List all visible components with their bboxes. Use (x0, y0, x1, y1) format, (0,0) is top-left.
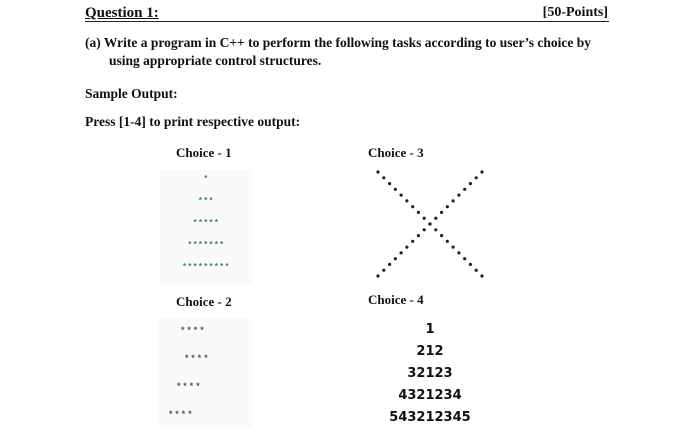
x-dot (388, 263, 391, 266)
x-dot (417, 234, 420, 237)
question-heading (85, 5, 159, 22)
x-dot (480, 274, 483, 277)
pyramid-row: 543212345 (389, 410, 471, 425)
x-dot (457, 194, 460, 197)
x-dot (452, 199, 455, 202)
x-dot (405, 246, 408, 249)
x-dot (376, 274, 379, 277)
triangle-row: ***** (192, 219, 220, 228)
triangle-row: ********* (182, 263, 230, 272)
x-dot (440, 211, 443, 214)
pyramid-row: 32123 (407, 366, 453, 381)
x-dot (475, 269, 478, 272)
x-dot (440, 234, 443, 237)
x-dot (417, 211, 420, 214)
x-dot (446, 205, 449, 208)
choice-1-label: Choice - 1 (176, 145, 232, 160)
part-a-line-1: (a) Write a program in C++ to perform the following tasks according to user’s choice by (85, 35, 591, 50)
choice-4-label: Choice - 4 (368, 292, 424, 307)
x-dot (475, 176, 478, 179)
x-dot (457, 251, 460, 254)
x-dot (400, 194, 403, 197)
x-dot (400, 251, 403, 254)
parallelogram-row: **** (180, 326, 206, 336)
question-title: Question 1: (85, 5, 159, 21)
parallelogram-row: **** (168, 410, 194, 420)
x-dot (434, 228, 437, 231)
choice-4-number-pyramid (372, 318, 488, 432)
x-dot (469, 263, 472, 266)
x-dot (411, 240, 414, 243)
x-dot (428, 222, 431, 225)
triangle-row: *** (198, 197, 214, 206)
x-dot (411, 205, 414, 208)
x-dot (469, 182, 472, 185)
x-dot (423, 228, 426, 231)
points-label: [50-Points] (542, 5, 608, 20)
part-a-instructions (85, 34, 625, 70)
pyramid-row: 212 (416, 344, 444, 359)
x-dot (394, 188, 397, 191)
x-dot (382, 176, 385, 179)
triangle-row: ******* (187, 241, 225, 250)
choice-3-x-pattern (372, 166, 488, 282)
choice-1-triangle (160, 170, 252, 285)
x-dot (405, 199, 408, 202)
parallelogram-row: **** (184, 354, 210, 364)
x-dot (388, 182, 391, 185)
x-dot (434, 217, 437, 220)
x-dot (446, 240, 449, 243)
x-dot (463, 188, 466, 191)
part-a-line-2: using appropriate control structures. (109, 53, 322, 69)
x-dot (382, 269, 385, 272)
choice-2-parallelogram (158, 318, 252, 428)
heading-underline (85, 21, 609, 22)
choice-2-label: Choice - 2 (176, 294, 232, 309)
x-dot (463, 257, 466, 260)
x-dot (480, 170, 483, 173)
x-dot (452, 246, 455, 249)
press-prompt: Press [1-4] to print respective output: (85, 114, 301, 129)
pyramid-row: 4321234 (398, 388, 462, 403)
x-dot (394, 257, 397, 260)
parallelogram-row: **** (176, 382, 202, 392)
x-dot (423, 217, 426, 220)
triangle-row: * (203, 175, 209, 184)
pyramid-row: 1 (425, 322, 435, 337)
x-dot (376, 170, 379, 173)
choice-3-label: Choice - 3 (368, 145, 424, 160)
sample-output-heading: Sample Output: (85, 86, 178, 101)
